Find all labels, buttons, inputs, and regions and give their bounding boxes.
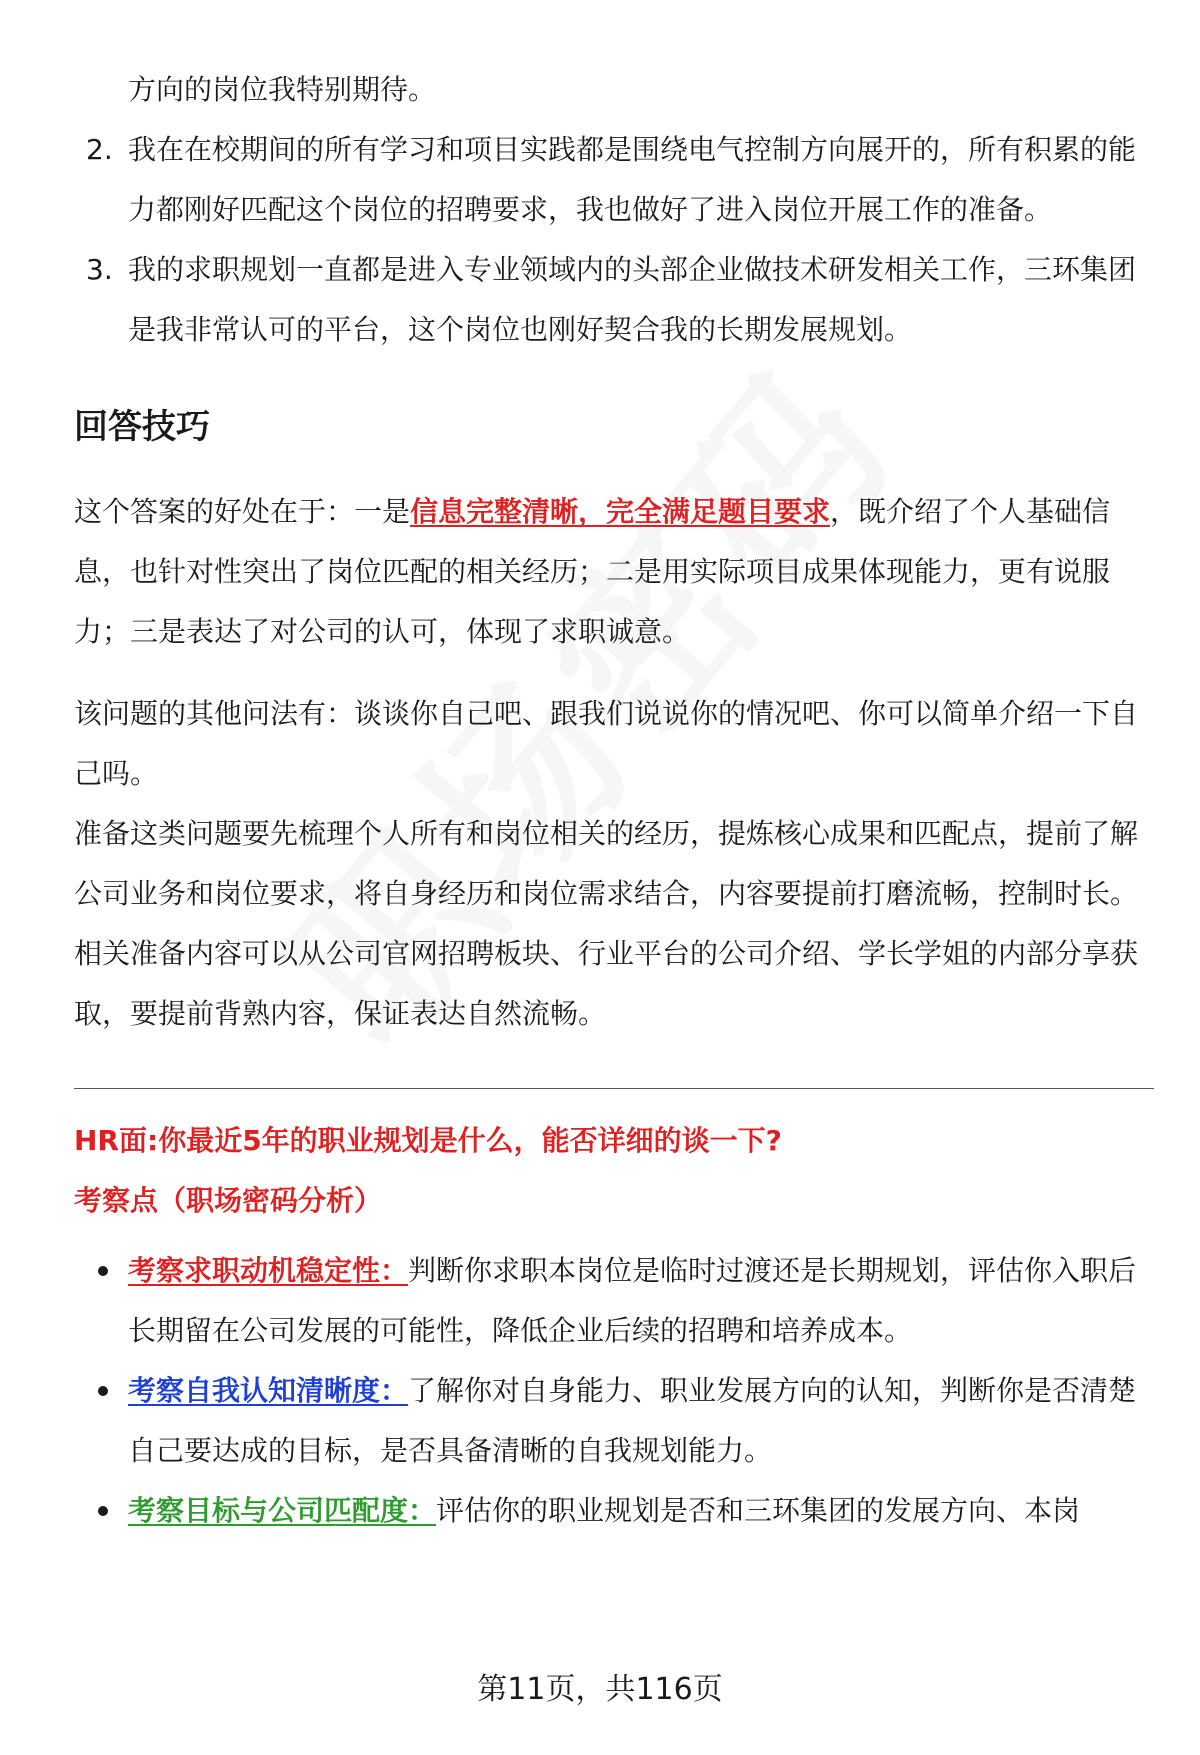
tips-text-before: 这个答案的好处在于：一是 <box>74 495 411 528</box>
point-key: 考察自我认知清晰度： <box>128 1374 409 1407</box>
point-key: 考察求职动机稳定性： <box>128 1254 409 1287</box>
bullet-icon <box>98 1506 108 1516</box>
point-text: 评估你的职业规划是否和三环集团的发展方向、本岗 <box>436 1494 1081 1527</box>
tips-paragraph-3: 准备这类问题要先梳理个人所有和岗位相关的经历，提炼核心成果和匹配点，提前了解公司业务和岗位要求，将自身经历和岗位需求结合，内容要提前打磨流畅，控制时长。相关准备内容可以从公司官网招聘板块、行业平台的公司介绍、学长学姐的内部分享获取，要提前背熟内容，保证表达自然流畅。 <box>74 817 1139 1030</box>
list-item <box>74 1241 1154 1361</box>
page-content <box>74 60 1154 1541</box>
question-subtitle: 考察点（职场密码分析） <box>74 1184 383 1217</box>
list-item <box>74 120 1154 240</box>
point-text: 判断你求职本岗位是临时过渡还是长期规划，评估你入职后长期留在公司发展的可能性，降低企业后续的招聘和培养成本。 <box>128 1254 1137 1347</box>
question-title: HR面:你最近5年的职业规划是什么，能否详细的谈一下? <box>74 1124 782 1157</box>
reasons-list <box>74 120 1154 360</box>
list-item <box>74 240 1154 360</box>
tips-highlight: 信息完整清晰，完全满足题目要求 <box>410 495 831 528</box>
bullet-icon <box>98 1386 108 1396</box>
tips-paragraph-2: 该问题的其他问法有：谈谈你自己吧、跟我们说说你的情况吧、你可以简单介绍一下自己吗。 <box>74 697 1139 790</box>
list-number: 2. <box>86 133 113 166</box>
section-divider <box>74 1088 1154 1089</box>
section-heading-tips: 回答技巧 <box>74 407 210 447</box>
point-key: 考察目标与公司匹配度： <box>128 1494 437 1527</box>
list-text: 我在在校期间的所有学习和项目实践都是围绕电气控制方向展开的，所有积累的能力都刚好匹配这个岗位的招聘要求，我也做好了进入岗位开展工作的准备。 <box>128 133 1137 226</box>
assessment-points <box>74 1241 1154 1541</box>
list-item <box>74 1481 1154 1541</box>
list-text: 我的求职规划一直都是进入专业领域内的头部企业做技术研发相关工作，三环集团是我非常认可的平台，这个岗位也刚好契合我的长期发展规划。 <box>128 253 1137 346</box>
tips-text-after: ，既介绍了个人基础信息，也针对性突出了岗位匹配的相关经历；二是用实际项目成果体现能力，更有说服力；三是表达了对公司的认可，体现了求职诚意。 <box>74 495 1111 648</box>
page-number: 第11页，共116页 <box>477 1672 723 1707</box>
point-text: 了解你对自身能力、职业发展方向的认知，判断你是否清楚自己要达成的目标，是否具备清晰的自我规划能力。 <box>128 1374 1137 1467</box>
bullet-icon <box>98 1266 108 1276</box>
list-number: 3. <box>86 253 113 286</box>
list-item-continuation: 方向的岗位我特别期待。 <box>128 73 437 106</box>
list-item <box>74 1361 1154 1481</box>
tips-paragraph-1 <box>74 482 1154 662</box>
